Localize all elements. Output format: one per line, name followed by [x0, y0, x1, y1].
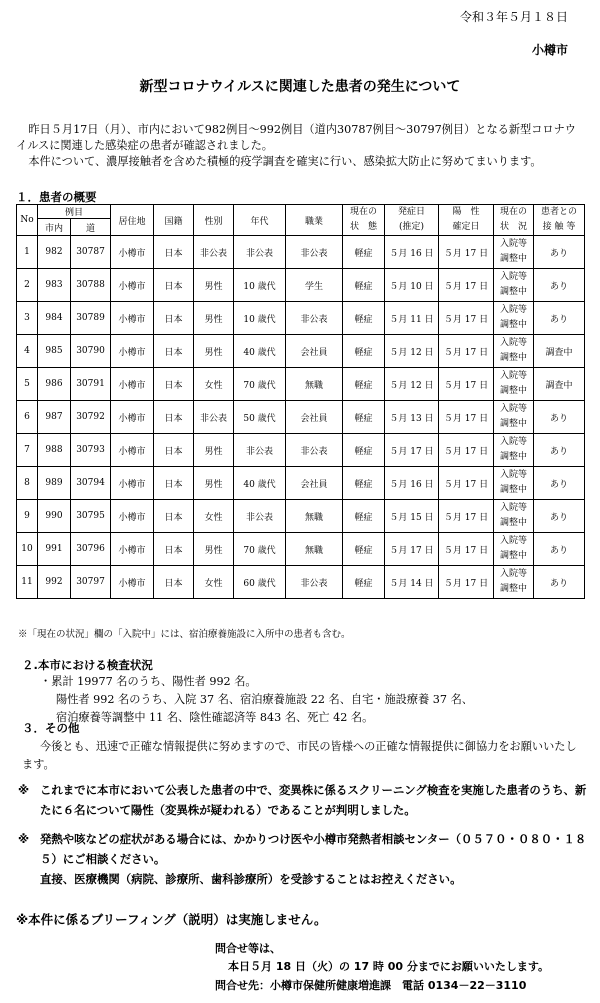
cell-status: 入院等 調整中	[494, 566, 534, 599]
cell-contact: 調査中	[534, 335, 585, 368]
cell-onset-date: ５月 12 日	[385, 368, 439, 401]
cell-condition: 軽症	[343, 335, 385, 368]
cell-positive-date: ５月 17 日	[439, 368, 494, 401]
cell-residence: 小樽市	[111, 434, 154, 467]
cell-age: 40 歳代	[234, 467, 286, 500]
cell-age: 70 歳代	[234, 533, 286, 566]
cell-sex: 非公表	[194, 236, 234, 269]
cell-age: 50 歳代	[234, 401, 286, 434]
contact-line-3: 問合せ先：小樽市保健所健康増進課 電話 0134－22－3110	[215, 979, 527, 992]
cell-condition: 軽症	[343, 434, 385, 467]
symptoms-notice-text-2: 直接、医療機関（病院、診療所、歯科診療所）を受診することはお控えください。	[40, 872, 462, 886]
cell-positive-date: ５月 17 日	[439, 467, 494, 500]
cell-residence: 小樽市	[111, 401, 154, 434]
cell-no: 2	[17, 269, 38, 302]
cell-no: 4	[17, 335, 38, 368]
cell-contact: 調査中	[534, 368, 585, 401]
cell-city-case: 989	[38, 467, 71, 500]
cell-occupation: 無職	[286, 500, 343, 533]
cell-contact: あり	[534, 533, 585, 566]
cell-occupation: 学生	[286, 269, 343, 302]
cell-age: 70 歳代	[234, 368, 286, 401]
cell-sex: 男性	[194, 467, 234, 500]
section-2-heading: ２.本市における検査状況	[22, 658, 153, 672]
page-title: 新型コロナウイルスに関連した患者の発生について	[139, 79, 461, 95]
cell-contact: あり	[534, 434, 585, 467]
cell-sex: 男性	[194, 533, 234, 566]
cell-residence: 小樽市	[111, 467, 154, 500]
section-3-body	[22, 738, 582, 774]
cell-hokkaido-case: 30792	[71, 401, 111, 434]
cell-residence: 小樽市	[111, 500, 154, 533]
cell-city-case: 991	[38, 533, 71, 566]
cell-no: 5	[17, 368, 38, 401]
cell-hokkaido-case: 30789	[71, 302, 111, 335]
cell-condition: 軽症	[343, 467, 385, 500]
cell-contact: あり	[534, 401, 585, 434]
cell-condition: 軽症	[343, 269, 385, 302]
cell-sex: 男性	[194, 434, 234, 467]
variant-notice-text: これまでに本市において公表した患者の中で、変異株に係るスクリーニング検査を実施した患者のうち、新たに６名について陽性（変異株が疑われる）であることが判明しました。	[40, 783, 587, 817]
cell-residence: 小樽市	[111, 269, 154, 302]
cell-residence: 小樽市	[111, 368, 154, 401]
cell-city-case: 984	[38, 302, 71, 335]
cell-onset-date: ５月 12 日	[385, 335, 439, 368]
cell-no: 10	[17, 533, 38, 566]
cell-sex: 女性	[194, 566, 234, 599]
cell-no: 6	[17, 401, 38, 434]
cell-no: 3	[17, 302, 38, 335]
section-3-text: 今後とも、迅速で正確な情報提供に努めますので、市民の皆様への正確な情報提供に御協力をお願いいたします。	[22, 740, 577, 771]
cell-sex: 女性	[194, 368, 234, 401]
cell-residence: 小樽市	[111, 302, 154, 335]
cell-hokkaido-case: 30791	[71, 368, 111, 401]
table-row	[17, 269, 585, 302]
header-age: 年代	[234, 205, 286, 236]
cell-status: 入院等 調整中	[494, 500, 534, 533]
header-contact: 患者との 接 触 等	[534, 205, 585, 236]
cell-contact: あり	[534, 302, 585, 335]
cell-residence: 小樽市	[111, 566, 154, 599]
cell-occupation: 非公表	[286, 434, 343, 467]
cell-nationality: 日本	[154, 533, 194, 566]
header-condition: 現在の 状 態	[343, 205, 385, 236]
section-1-heading: １．患者の概要	[16, 190, 97, 204]
cell-city-case: 990	[38, 500, 71, 533]
header-onset: 発症日 (推定)	[385, 205, 439, 236]
cell-status: 入院等 調整中	[494, 269, 534, 302]
cell-occupation: 非公表	[286, 236, 343, 269]
intro-text	[16, 122, 582, 170]
cell-status: 入院等 調整中	[494, 434, 534, 467]
table-row	[17, 566, 585, 599]
notice-mark: ※	[18, 783, 30, 797]
cell-onset-date: ５月 16 日	[385, 467, 439, 500]
cell-nationality: 日本	[154, 368, 194, 401]
cell-status: 入院等 調整中	[494, 335, 534, 368]
cell-status: 入院等 調整中	[494, 467, 534, 500]
cell-condition: 軽症	[343, 401, 385, 434]
cell-sex: 男性	[194, 335, 234, 368]
testing-line-2: 陽性者 992 名のうち、入院 37 名、宿泊療養施設 22 名、自宅・施設療養 37 名、	[56, 693, 473, 706]
cell-positive-date: ５月 17 日	[439, 434, 494, 467]
table-row	[17, 401, 585, 434]
cell-nationality: 日本	[154, 401, 194, 434]
cell-condition: 軽症	[343, 500, 385, 533]
patient-table	[16, 204, 585, 599]
cell-no: 7	[17, 434, 38, 467]
cell-positive-date: ５月 17 日	[439, 335, 494, 368]
header-occupation: 職業	[286, 205, 343, 236]
cell-sex: 男性	[194, 302, 234, 335]
cell-age: 10 歳代	[234, 302, 286, 335]
cell-age: 60 歳代	[234, 566, 286, 599]
intro-paragraph-2: 本件について、濃厚接触者を含めた積極的疫学調査を確実に行い、感染拡大防止に努めてまいります。	[28, 155, 542, 168]
cell-city-case: 982	[38, 236, 71, 269]
issuing-organization: 小樽市	[531, 43, 568, 57]
cell-status: 入院等 調整中	[494, 401, 534, 434]
cell-onset-date: ５月 14 日	[385, 566, 439, 599]
cell-city-case: 986	[38, 368, 71, 401]
table-row	[17, 236, 585, 269]
header-sex: 性別	[194, 205, 234, 236]
cell-hokkaido-case: 30790	[71, 335, 111, 368]
cell-condition: 軽症	[343, 302, 385, 335]
cell-onset-date: ５月 17 日	[385, 533, 439, 566]
cell-age: 10 歳代	[234, 269, 286, 302]
table-row	[17, 434, 585, 467]
testing-line-3: 宿泊療養等調整中 11 名、陰性確認済等 843 名、死亡 42 名。	[56, 711, 374, 724]
table-row	[17, 533, 585, 566]
cell-status: 入院等 調整中	[494, 236, 534, 269]
cell-occupation: 会社員	[286, 467, 343, 500]
section-3-heading: ３．その他	[22, 721, 80, 735]
testing-line-1: ・累計 19977 名のうち、陽性者 992 名。	[40, 675, 257, 688]
cell-contact: あり	[534, 566, 585, 599]
cell-residence: 小樽市	[111, 533, 154, 566]
section-2-body	[34, 673, 473, 727]
cell-age: 非公表	[234, 434, 286, 467]
cell-occupation: 会社員	[286, 401, 343, 434]
cell-condition: 軽症	[343, 236, 385, 269]
briefing-note: ※本件に係るブリーフィング（説明）は実施しません。	[16, 912, 327, 927]
table-row	[17, 467, 585, 500]
contact-line-1: 問合せ等は、	[215, 942, 281, 955]
cell-nationality: 日本	[154, 269, 194, 302]
cell-nationality: 日本	[154, 302, 194, 335]
cell-city-case: 987	[38, 401, 71, 434]
header-case-no: 例目	[38, 205, 111, 219]
header-city: 市内	[38, 219, 71, 236]
cell-contact: あり	[534, 500, 585, 533]
cell-onset-date: ５月 16 日	[385, 236, 439, 269]
cell-onset-date: ５月 10 日	[385, 269, 439, 302]
cell-onset-date: ５月 17 日	[385, 434, 439, 467]
table-row	[17, 302, 585, 335]
variant-notice	[18, 780, 588, 820]
cell-onset-date: ５月 13 日	[385, 401, 439, 434]
header-positive: 陽 性 確定日	[439, 205, 494, 236]
cell-hokkaido-case: 30796	[71, 533, 111, 566]
cell-occupation: 非公表	[286, 566, 343, 599]
cell-condition: 軽症	[343, 533, 385, 566]
cell-no: 9	[17, 500, 38, 533]
table-row	[17, 368, 585, 401]
cell-nationality: 日本	[154, 467, 194, 500]
header-no: No	[17, 205, 38, 236]
cell-hokkaido-case: 30797	[71, 566, 111, 599]
intro-paragraph-1: 昨日５月17日（月）、市内において982例目～992例目（道内30787例目～30797例目）となる新型コロナウイルスに関連した感染症の患者が確認されました。	[16, 123, 576, 152]
symptoms-notice	[18, 829, 588, 889]
cell-sex: 非公表	[194, 401, 234, 434]
cell-sex: 女性	[194, 500, 234, 533]
symptoms-notice-text: 発熱や咳などの症状がある場合には、かかりつけ医や小樽市発熱者相談センター（０５７０・０８０・１８５）にご相談ください。	[40, 832, 587, 866]
cell-city-case: 992	[38, 566, 71, 599]
header-status: 現在の 状 況	[494, 205, 534, 236]
cell-city-case: 985	[38, 335, 71, 368]
cell-sex: 男性	[194, 269, 234, 302]
cell-occupation: 無職	[286, 368, 343, 401]
table-row	[17, 500, 585, 533]
cell-contact: あり	[534, 269, 585, 302]
cell-city-case: 988	[38, 434, 71, 467]
cell-hokkaido-case: 30788	[71, 269, 111, 302]
cell-contact: あり	[534, 236, 585, 269]
cell-city-case: 983	[38, 269, 71, 302]
header-nationality: 国籍	[154, 205, 194, 236]
cell-positive-date: ５月 17 日	[439, 236, 494, 269]
table-row	[17, 335, 585, 368]
cell-age: 40 歳代	[234, 335, 286, 368]
cell-status: 入院等 調整中	[494, 533, 534, 566]
contact-line-2: 本日５月 18 日（火）の 17 時 00 分までにお願いいたします。	[228, 960, 550, 973]
cell-onset-date: ５月 11 日	[385, 302, 439, 335]
notice-mark: ※	[18, 832, 30, 846]
cell-positive-date: ５月 17 日	[439, 500, 494, 533]
cell-positive-date: ５月 17 日	[439, 269, 494, 302]
cell-no: 11	[17, 566, 38, 599]
cell-nationality: 日本	[154, 500, 194, 533]
header-hokkaido: 道	[71, 219, 111, 236]
cell-no: 1	[17, 236, 38, 269]
cell-contact: あり	[534, 467, 585, 500]
cell-status: 入院等 調整中	[494, 302, 534, 335]
cell-age: 非公表	[234, 236, 286, 269]
cell-residence: 小樽市	[111, 335, 154, 368]
cell-positive-date: ５月 17 日	[439, 566, 494, 599]
cell-status: 入院等 調整中	[494, 368, 534, 401]
cell-positive-date: ５月 17 日	[439, 401, 494, 434]
cell-hokkaido-case: 30795	[71, 500, 111, 533]
cell-hokkaido-case: 30793	[71, 434, 111, 467]
cell-nationality: 日本	[154, 434, 194, 467]
table-footnote: ※「現在の状況」欄の「入院中」には、宿泊療養施設に入所中の患者も含む。	[18, 629, 351, 640]
cell-age: 非公表	[234, 500, 286, 533]
cell-condition: 軽症	[343, 368, 385, 401]
cell-nationality: 日本	[154, 236, 194, 269]
cell-positive-date: ５月 17 日	[439, 533, 494, 566]
cell-nationality: 日本	[154, 335, 194, 368]
cell-no: 8	[17, 467, 38, 500]
cell-nationality: 日本	[154, 566, 194, 599]
cell-hokkaido-case: 30787	[71, 236, 111, 269]
cell-onset-date: ５月 15 日	[385, 500, 439, 533]
document-date: 令和３年５月１８日	[459, 10, 568, 24]
cell-positive-date: ５月 17 日	[439, 302, 494, 335]
cell-hokkaido-case: 30794	[71, 467, 111, 500]
cell-occupation: 会社員	[286, 335, 343, 368]
header-residence: 居住地	[111, 205, 154, 236]
cell-condition: 軽症	[343, 566, 385, 599]
cell-occupation: 無職	[286, 533, 343, 566]
cell-residence: 小樽市	[111, 236, 154, 269]
cell-occupation: 非公表	[286, 302, 343, 335]
